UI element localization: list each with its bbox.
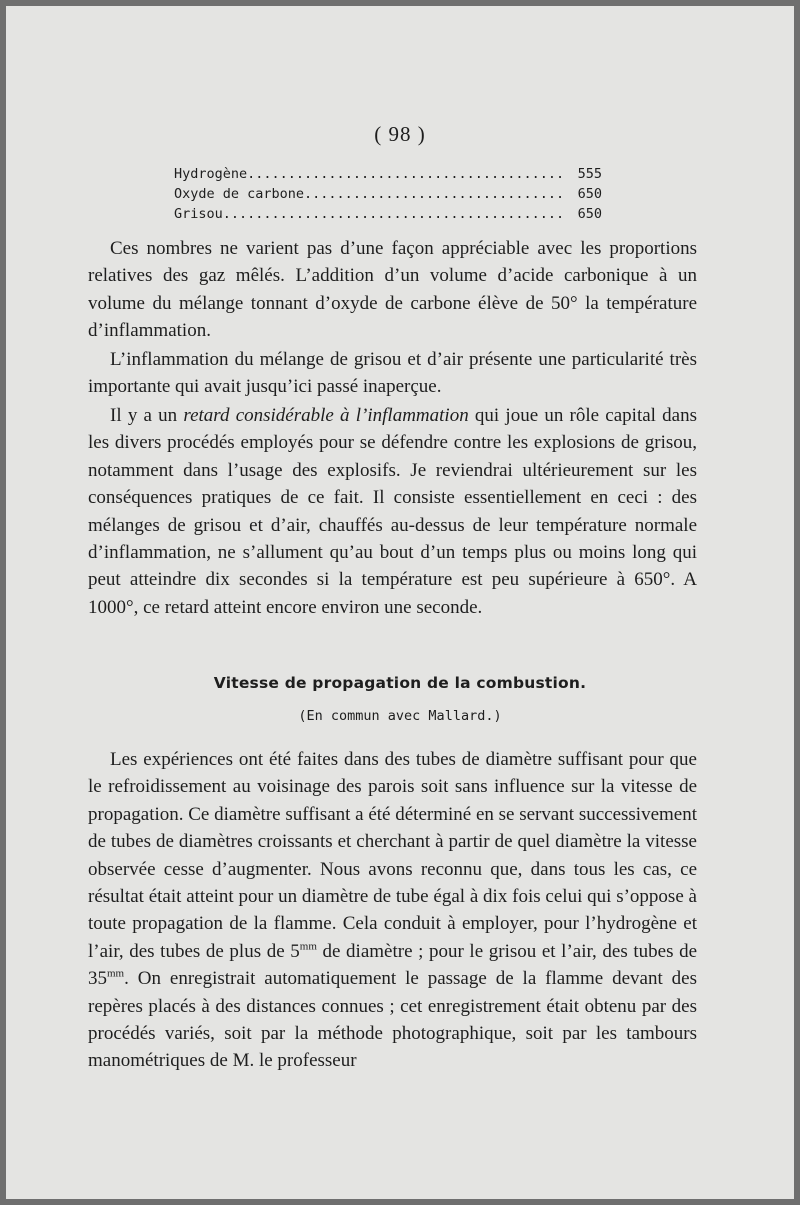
table-row [174, 204, 602, 224]
section-subtitle: (En commun avec Mallard.) [298, 708, 502, 724]
paragraph-retard [88, 402, 697, 621]
gas-temperature: 650 [577, 186, 602, 202]
retard-text-end: qui joue un rôle capital dans les divers procédés employés pour se défendre contre les explosions de grisou, notamment dans l’usage des explosifs. Je reviendrai ultérieurement sur les conséquences pratiques de ce fait. Il consiste essentiellement en ceci : des mélanges de grisou et d’air, chauffés au-dessus de leur température normale d’inflammation, ne s’allument qu’au bout d’un temps plus ou moins long qui peut atteindre dix secondes si la température est peu supérieure à 650°. A 1000°, ce retard atteint encore environ une seconde. [88, 405, 697, 618]
retard-emphasis: retard considérable à l’inflammation [183, 405, 469, 426]
paragraph-particularity: L’inflammation du mélange de grisou et d’air présente une particularité très importante qui avait jusqu’ici passé inaperçue. [88, 349, 697, 398]
gas-name: Grisou [174, 206, 223, 222]
experiments-text-2: de diamètre ; pour le grisou et l’air, des tubes de 35 [88, 940, 697, 990]
table-row [174, 184, 602, 204]
section-title: Vitesse de propagation de la combustion. [213, 674, 587, 692]
paragraph-proportions: Ces nombres ne varient pas d’une façon appréciable avec les proportions relatives des gaz mêlés. L’addition d’un volume d’acide carbonique à un volume du mélange tonnant d’oxyde de carbone élève de 50° la température d’inflammation. [88, 238, 697, 342]
dot-leader [247, 164, 566, 184]
dot-leader [223, 204, 566, 224]
gas-name: Hydrogène [174, 166, 248, 182]
unit-mm-2: mm [107, 967, 125, 980]
experiments-text-3: . On enregistrait automatiquement le passage de la flamme devant des repères placés à des distances connues ; cet enregistrement était obtenu par des procédés variés, soit par la méthode photographique, soit par les tambours manométriques de M. le professeur [88, 968, 697, 1072]
table-row [174, 164, 602, 184]
experiments-text-1: Les expériences ont été faites dans des tubes de diamètre suffisant pour que le refroidissement au voisinage des parois soit sans influence sur la vitesse de propagation. Ce diamètre suffisant a été déterminé en se servant successivement de tubes de diamètres croissants et cherchant à partir de quel diamètre la vitesse observée cesse d’augmenter. Nous avons reconnu que, dans tous les cas, ce résultat était atteint pour un diamètre de tube égal à dix fois celui qui s’oppose à toute propagation de la flamme. Cela conduit à employer, pour l’hydrogène et l’air, des tubes de plus de 5 [88, 749, 698, 962]
gas-temperature: 555 [577, 166, 602, 182]
gas-name: Oxyde de carbone [174, 186, 305, 202]
retard-text-start: Il y a un [110, 405, 184, 426]
page-number: ( 98 ) [374, 122, 426, 146]
temperature-table [174, 164, 602, 224]
gas-temperature: 650 [577, 206, 602, 222]
paragraph-experiments [88, 746, 697, 1075]
unit-mm-1: mm [299, 940, 317, 953]
document-page [6, 6, 794, 1199]
dot-leader [304, 184, 566, 204]
